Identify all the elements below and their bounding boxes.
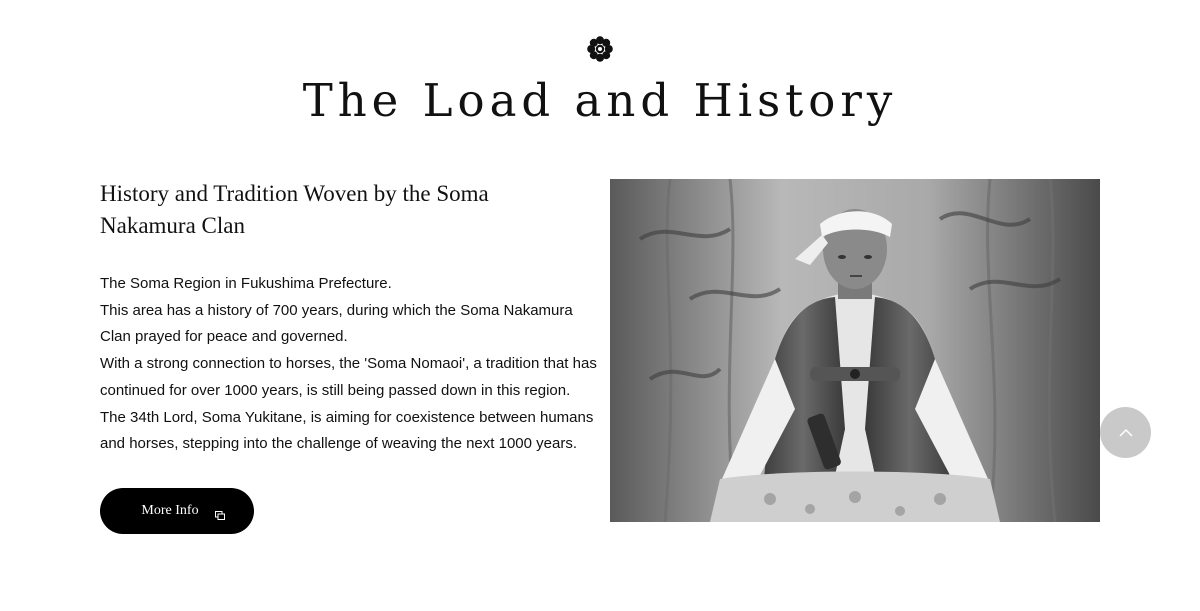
body-paragraph: With a strong connection to horses, the 'Soma Nomaoi', a tradition that has continued for over 1000 years, is still being passed down in this region.	[100, 355, 597, 399]
body-text	[100, 271, 600, 458]
body-paragraph: The Soma Region in Fukushima Prefecture.	[100, 275, 392, 292]
more-info-button[interactable]	[100, 488, 254, 534]
mon-crest-icon	[586, 35, 614, 63]
more-info-label: More Info	[141, 503, 199, 518]
section-title: The Load and History	[302, 74, 898, 127]
portrait-photo	[610, 179, 1100, 522]
scroll-to-top-button[interactable]	[1100, 407, 1151, 458]
section-subtitle: History and Tradition Woven by the Soma Nakamura Clan	[100, 181, 489, 238]
chevron-up-icon	[1119, 424, 1133, 442]
body-paragraph: The 34th Lord, Soma Yukitane, is aiming for coexistence between humans and horses, stepping into the challenge of weaving the next 1000 years.	[100, 408, 594, 453]
body-paragraph: This area has a history of 700 years, during which the Soma Nakamura Clan prayed for peace and governed.	[100, 301, 573, 346]
external-window-icon	[215, 507, 225, 516]
